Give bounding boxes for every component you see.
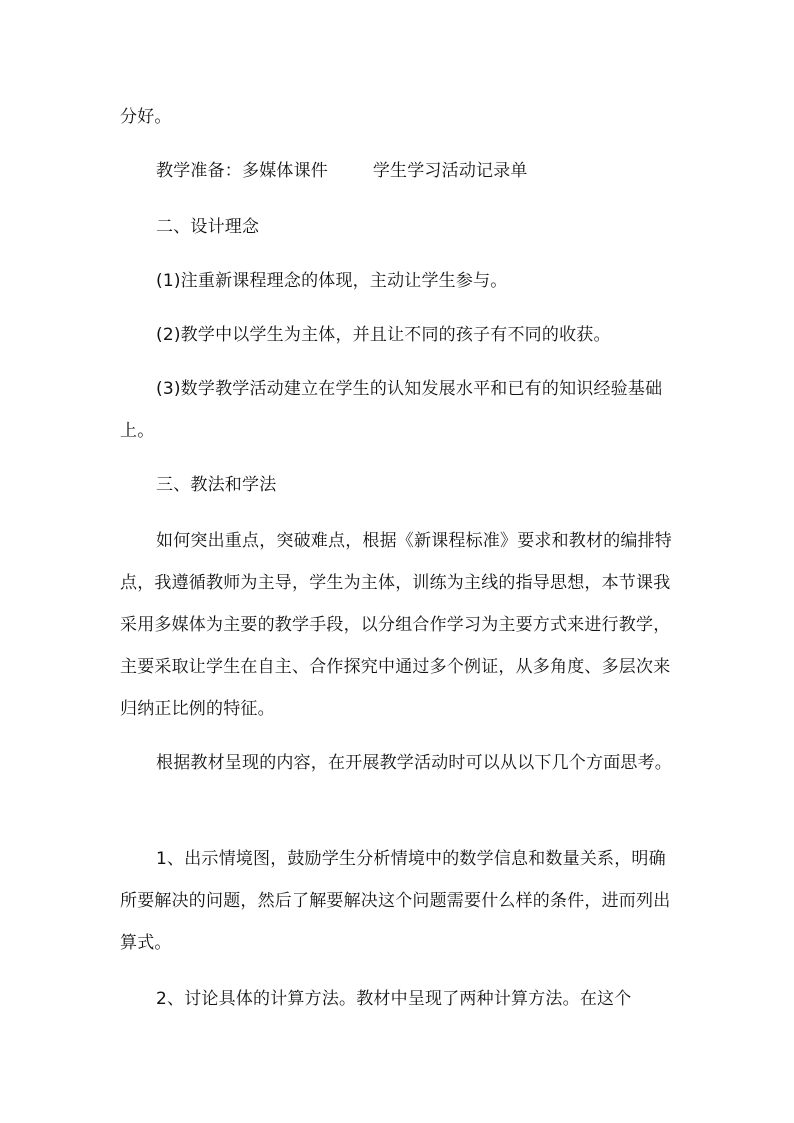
paragraph-concept-2: (2)教学中以学生为主体，并且让不同的孩子有不同的收获。	[156, 325, 611, 345]
paragraph-concept-1: (1)注重新课程理念的体现，主动让学生参与。	[156, 271, 508, 291]
paragraph-step-1: 1、出示情境图，鼓励学生分析情境中的数学信息和数量关系，明确所要解决的问题，然后了解要解决这个问题需要什么样的条件，进而列出算式。	[120, 849, 671, 953]
paragraph-methods-body: 如何突出重点，突破难点，根据《新课程标准》要求和教材的编排特点，我遵循教师为主导，学生为主体，训练为主线的指导思想，本节课我采用多媒体为主要的教学手段，以分组合作学习为主要方式来进行教学，主要采取让学生在自主、合作探究中通过多个例证，从多角度、多层次来归纳正比例的特征。	[120, 531, 672, 719]
paragraph-continuation: 分好。	[120, 107, 172, 127]
paragraph-step-2: 2、讨论具体的计算方法。教材中呈现了两种计算方法。在这个	[156, 989, 632, 1009]
paragraph-teaching-prep: 教学准备：多媒体课件 学生学习活动记录单	[156, 161, 528, 181]
heading-methods: 三、教法和学法	[156, 475, 277, 495]
paragraph-concept-3: (3)数学教学活动建立在学生的认知发展水平和已有的知识经验基础上。	[120, 379, 663, 441]
heading-design-concept: 二、设计理念	[156, 217, 260, 237]
paragraph-thinking: 根据教材呈现的内容，在开展教学活动时可以从以下几个方面思考。	[156, 753, 672, 773]
